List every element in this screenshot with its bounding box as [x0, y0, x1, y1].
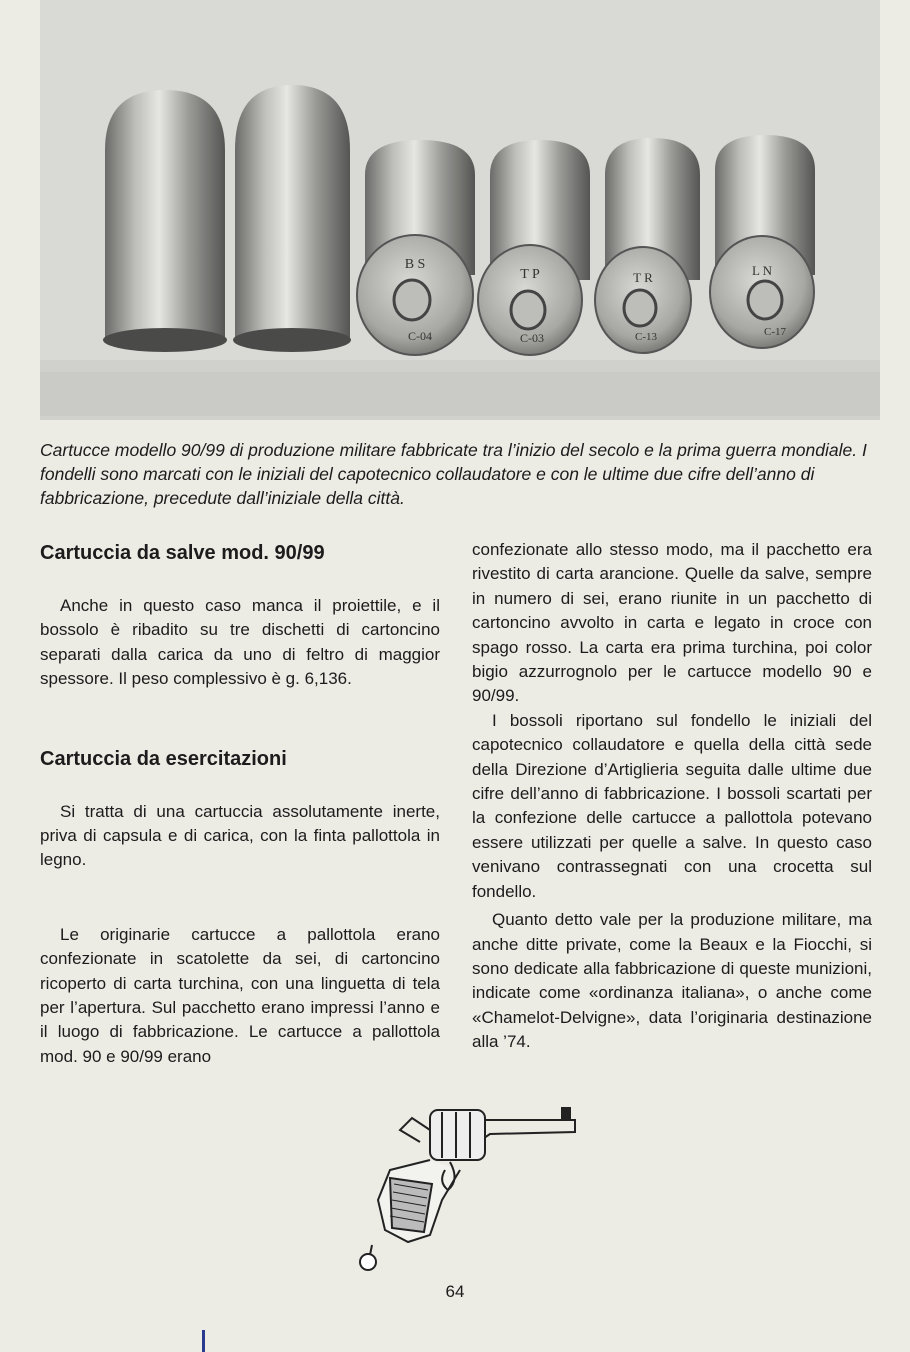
heading-cartuccia-salve: Cartuccia da salve mod. 90/99: [40, 542, 325, 564]
cartridge-4: [478, 140, 590, 355]
stamp-bottom-3: C-04: [408, 329, 432, 343]
stamp-top-4: T P: [520, 267, 540, 282]
stamp-bottom-6: C-17: [764, 326, 786, 338]
left-paragraph-2: Si tratta di una cartuccia assolutamente inerte, priva di capsula e di carica, con la finta pallottola in legno.: [40, 801, 440, 870]
cartridge-2: [233, 85, 351, 352]
stamp-bottom-5: C-13: [635, 331, 657, 343]
cartridge-6: [710, 135, 815, 348]
stamp-top-5: T R: [633, 270, 653, 285]
revolver-illustration: [350, 1100, 590, 1280]
heading-cartuccia-esercitazioni: Cartuccia da esercitazioni: [40, 747, 287, 770]
left-paragraph-3: Le originarie cartucce a pallottola erano confezionate in scatolette da sei, di cartoncino ricoperto di carta turchina, con una linguetta di tela per l’apertura. Sul pacchetto erano impressi l’anno e il luogo di fabbricazione. Le cartucce a pallottola mod. 90 e 90/99 erano: [40, 924, 440, 1066]
right-column: [472, 538, 872, 1055]
left-paragraph-1: Anche in questo caso manca il proiettile, e il bossolo è ribadito su tre dischetti di cartoncino separati dalla carica da uno di feltro di maggior spessore. Il peso complessivo è g. 6,136.: [40, 596, 440, 689]
photo-caption: Cartucce modello 90/99 di produzione militare fabbricate tra l’inizio del secolo e la prima guerra mondiale. I fondelli sono marcati con le iniziali del capotecnico collaudatore e con le ultime due cifre dell’anno di fabbricazione, precedute dall’iniziale della città.: [40, 440, 867, 508]
cartridge-1: [103, 90, 227, 352]
cartridge-3: [357, 140, 475, 355]
cartridges-photo: [40, 0, 880, 420]
right-paragraph-3: Quanto detto vale per la produzione militare, ma anche ditte private, come la Beaux e la Fiocchi, si sono dedicate alla fabbricazione di queste munizioni, indicate come «ordinanza italiana», o anche come «Chamelot-Delvigne», data l’originaria destinazione alla ’74.: [472, 910, 872, 1052]
right-paragraph-2: I bossoli riportano sul fondello le iniziali del capotecnico collaudatore e quella della città sede della Direzione d’Artiglieria seguita dalle ultime due cifre dell’anno di fabbricazione. I bossoli scartati per la confezione delle cartucce a pallottola potevano essere utilizzati per quelle a salve. In questo caso venivano contrassegnati con una crocetta sul fondello.: [472, 710, 872, 901]
page-number: 64: [445, 1282, 465, 1301]
stamp-top-6: L N: [751, 263, 773, 278]
right-paragraph-1: confezionate allo stesso modo, ma il pacchetto era rivestito di carta arancione. Quelle da salve, sempre in numero di sei, erano riunite in un pacchetto di cartoncino avvolto in carta e legato in croce con spago rosso. La carta era prima turchina, poi color bigio azzurrognolo per le cartucce modello 90 e 90/99.: [472, 540, 872, 706]
stamp-bottom-4: C-03: [520, 331, 544, 345]
left-column: [40, 538, 440, 1069]
page-edge-mark: [202, 1330, 205, 1352]
stamp-top-3: B S: [404, 257, 426, 272]
cartridge-5: [595, 138, 700, 353]
